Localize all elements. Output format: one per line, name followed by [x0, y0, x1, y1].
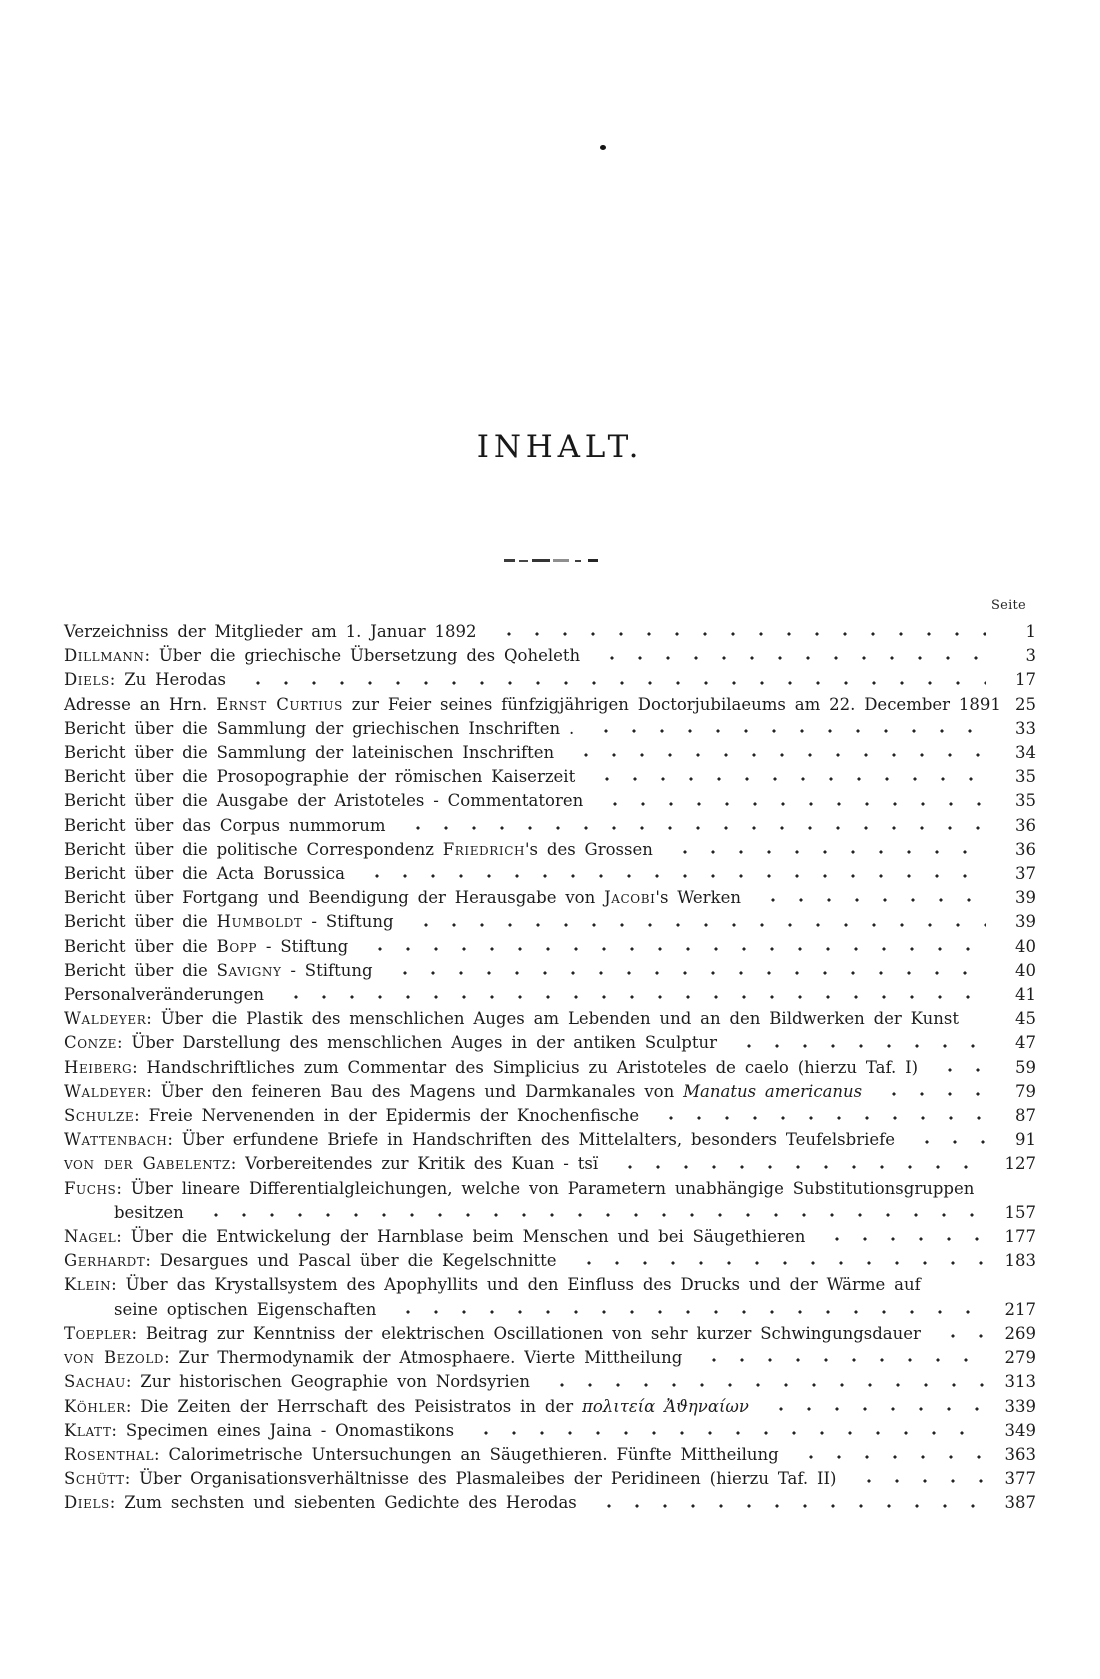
dot-leaders	[355, 862, 986, 886]
toc-row	[64, 1419, 1036, 1443]
entry-text: Sachau: Zur historischen Geographie von Nordsyrien	[64, 1372, 530, 1392]
dot-leaders	[593, 789, 986, 813]
dot-leaders	[928, 1056, 986, 1080]
toc-row	[64, 1370, 1036, 1394]
toc-row	[64, 886, 1036, 910]
dot-leaders	[194, 1201, 986, 1225]
dot-leaders	[727, 1031, 986, 1055]
page-number: 39	[1015, 912, 1036, 932]
entry-text: Rosenthal: Calorimetrische Untersuchungen an Säugethieren. Fünfte Mittheilung	[64, 1444, 779, 1464]
dot-leaders	[815, 1225, 986, 1249]
entry-text: Adresse an Hrn. Ernst Curtius zur Feier seines fünfzigjährigen Doctorjubilaeums am 22. December 1891	[64, 694, 1001, 714]
page-number: 269	[1004, 1323, 1036, 1343]
page-number: 17	[1015, 670, 1036, 690]
dot-leaders	[404, 910, 986, 934]
toc-row	[64, 838, 1036, 862]
entry-text: Bericht über die Ausgabe der Aristoteles - Commentatoren	[64, 791, 584, 811]
page-number: 35	[1015, 791, 1036, 811]
page-number: 313	[1004, 1372, 1036, 1392]
toc-row	[64, 693, 1036, 717]
entry-text: Bericht über die Sammlung der lateinischen Inschriften	[64, 743, 555, 763]
divider-dashes	[504, 559, 598, 562]
entry-text: Bericht über die Bopp - Stiftung	[64, 936, 349, 956]
dot-leaders	[590, 644, 986, 668]
toc-row	[64, 1395, 1036, 1419]
dot-leaders	[564, 741, 986, 765]
page-number: 59	[1015, 1057, 1036, 1077]
entry-text: Schütt: Über Organisationsverhältnisse des Plasmaleibes der Peridineen (hierzu Taf. II)	[64, 1469, 837, 1489]
page-number: 37	[1015, 864, 1036, 884]
toc-row	[64, 862, 1036, 886]
toc-row	[64, 1080, 1036, 1104]
page-number: 339	[1004, 1396, 1036, 1416]
toc-row	[64, 1249, 1036, 1273]
dot-leaders	[608, 1152, 986, 1176]
toc-row	[64, 1128, 1036, 1152]
page-number: 3	[1025, 646, 1036, 666]
page-number: 363	[1004, 1444, 1036, 1464]
entry-text: Bericht über die Prosopographie der römischen Kaiserzeit	[64, 767, 576, 787]
toc-row	[64, 1491, 1036, 1515]
dot-leaders	[905, 1128, 986, 1152]
page-number: 349	[1004, 1420, 1036, 1440]
toc-row	[64, 935, 1036, 959]
dot-leaders	[872, 1080, 986, 1104]
page-column-header: Seite	[991, 598, 1026, 613]
toc-row	[64, 1443, 1036, 1467]
entry-text: Klatt: Specimen eines Jaina - Onomastikons	[64, 1420, 455, 1440]
entry-text: Schulze: Freie Nervenenden in der Epidermis der Knochenfische	[64, 1106, 640, 1126]
table-of-contents	[64, 598, 1036, 1516]
page-number: 217	[1004, 1299, 1036, 1319]
dot-leaders	[274, 983, 986, 1007]
dot-leaders	[587, 1491, 986, 1515]
dot-leaders	[931, 1322, 986, 1346]
page-number: 40	[1015, 960, 1036, 980]
dot-leaders	[567, 1249, 986, 1273]
toc-row	[64, 620, 1036, 644]
entry-text: Toepler: Beitrag zur Kenntniss der elektrischen Oscillationen von sehr kurzer Schwingungsdauer	[64, 1323, 921, 1343]
entry-text: Bericht über die Acta Borussica	[64, 864, 345, 884]
entry-text: Bericht über Fortgang und Beendigung der Herausgabe von Jacobi's Werken	[64, 888, 741, 908]
dot-leaders	[396, 814, 986, 838]
toc-row	[64, 1298, 1036, 1322]
toc-row	[64, 1007, 1036, 1031]
page-number: 87	[1015, 1106, 1036, 1126]
page-number: 47	[1015, 1033, 1036, 1053]
toc-row	[64, 1467, 1036, 1491]
entry-text: besitzen	[114, 1202, 184, 1222]
entry-text: Nagel: Über die Entwickelung der Harnblase beim Menschen und bei Säugethieren	[64, 1227, 806, 1247]
entry-text: Klein: Über das Krystallsystem des Apophyllits und den Einfluss des Drucks und der Wärme auf	[64, 1275, 921, 1295]
page-number: 377	[1004, 1469, 1036, 1489]
page-number: 387	[1004, 1493, 1036, 1513]
entry-text: Conze: Über Darstellung des menschlichen Auges in der antiken Sculptur	[64, 1033, 718, 1053]
toc-row	[64, 1322, 1036, 1346]
entry-text: Dillmann: Über die griechische Übersetzung des Qoheleth	[64, 646, 581, 666]
toc-row	[64, 959, 1036, 983]
toc-row	[64, 1225, 1036, 1249]
page-number: 157	[1004, 1202, 1036, 1222]
dot-leaders	[789, 1443, 986, 1467]
toc-row	[64, 1346, 1036, 1370]
dot-leaders	[540, 1370, 986, 1394]
entry-text: Bericht über die Sammlung der griechischen Inschriften .	[64, 718, 575, 738]
toc-row	[64, 1152, 1036, 1176]
toc-row	[64, 1056, 1036, 1080]
dot-leaders	[487, 620, 986, 644]
entry-text: Bericht über das Corpus nummorum	[64, 815, 386, 835]
toc-row	[64, 644, 1036, 668]
dot-leaders	[383, 959, 986, 983]
page-number: 279	[1004, 1348, 1036, 1368]
dot-leaders	[692, 1346, 986, 1370]
toc-row	[64, 983, 1036, 1007]
page-title: INHALT.	[476, 429, 644, 465]
page-number: 34	[1015, 743, 1036, 763]
entry-text: Verzeichniss der Mitglieder am 1. Januar 1892	[64, 622, 477, 641]
page-number: 36	[1015, 815, 1036, 835]
page-number: 183	[1004, 1251, 1036, 1271]
entry-text: von der Gabelentz: Vorbereitendes zur Kritik des Kuan - tsï	[64, 1154, 599, 1174]
entry-text: Waldeyer: Über die Plastik des menschlichen Auges am Lebenden und an den Bildwerken der Kunst	[64, 1009, 959, 1029]
page-number: 1	[1025, 622, 1036, 641]
page-number: 40	[1015, 936, 1036, 956]
dot-leaders	[751, 886, 986, 910]
dot-leaders	[847, 1467, 987, 1491]
toc-row	[64, 1273, 1036, 1297]
toc-list	[64, 620, 1036, 1516]
entry-text: Personalveränderungen	[64, 985, 265, 1005]
dot-leaders	[759, 1395, 986, 1419]
toc-row	[64, 1104, 1036, 1128]
entry-text: Heiberg: Handschriftliches zum Commentar des Simplicius zu Aristoteles de caelo (hierzu Taf. I)	[64, 1057, 919, 1077]
toc-row	[64, 668, 1036, 692]
entry-text: Gerhardt: Desargues und Pascal über die Kegelschnitte	[64, 1251, 557, 1271]
entry-text: seine optischen Eigenschaften	[114, 1299, 377, 1319]
page-number: 39	[1015, 888, 1036, 908]
entry-text: Köhler: Die Zeiten der Herrschaft des Peisistratos in der πολιτεία Ἀϑηναίων	[64, 1396, 749, 1416]
stray-ink-dot	[600, 145, 606, 150]
entry-text: Diels: Zum sechsten und siebenten Gedichte des Herodas	[64, 1493, 577, 1513]
page-number: 91	[1015, 1130, 1036, 1150]
page-number: 41	[1015, 985, 1036, 1005]
dot-leaders	[358, 935, 986, 959]
entry-text: Bericht über die politische Correspondenz Friedrich's des Grossen	[64, 839, 653, 859]
entry-text: von Bezold: Zur Thermodynamik der Atmosphaere. Vierte Mittheilung	[64, 1348, 683, 1368]
dot-leaders	[386, 1298, 986, 1322]
page-number: 79	[1015, 1081, 1036, 1101]
page-number: 36	[1015, 839, 1036, 859]
page-number: 33	[1015, 718, 1036, 738]
toc-row	[64, 910, 1036, 934]
page-number: 177	[1004, 1227, 1036, 1247]
page-number: 45	[1015, 1009, 1036, 1029]
toc-row	[64, 717, 1036, 741]
toc-row	[64, 1201, 1036, 1225]
toc-row	[64, 741, 1036, 765]
dot-leaders	[464, 1419, 986, 1443]
toc-row	[64, 765, 1036, 789]
dot-leaders	[649, 1104, 986, 1128]
dot-leaders	[236, 668, 986, 692]
entry-text: Diels: Zu Herodas	[64, 670, 227, 690]
entry-text: Fuchs: Über lineare Differentialgleichungen, welche von Parametern unabhängige Substitutionsgruppen	[64, 1178, 975, 1198]
toc-row	[64, 1177, 1036, 1201]
toc-row	[64, 1031, 1036, 1055]
dot-leaders	[663, 838, 986, 862]
page-number: 35	[1015, 767, 1036, 787]
page-number: 127	[1004, 1154, 1036, 1174]
entry-text: Waldeyer: Über den feineren Bau des Magens und Darmkanales von Manatus americanus	[64, 1081, 863, 1101]
entry-text: Wattenbach: Über erfundene Briefe in Handschriften des Mittelalters, besonders Teufelsbriefe	[64, 1130, 895, 1150]
page-number: 25	[1015, 694, 1036, 714]
toc-row	[64, 789, 1036, 813]
entry-text: Bericht über die Humboldt - Stiftung	[64, 912, 394, 932]
dot-leaders	[584, 717, 986, 741]
toc-row	[64, 814, 1036, 838]
dot-leaders	[585, 765, 986, 789]
entry-text: Bericht über die Savigny - Stiftung	[64, 960, 373, 980]
